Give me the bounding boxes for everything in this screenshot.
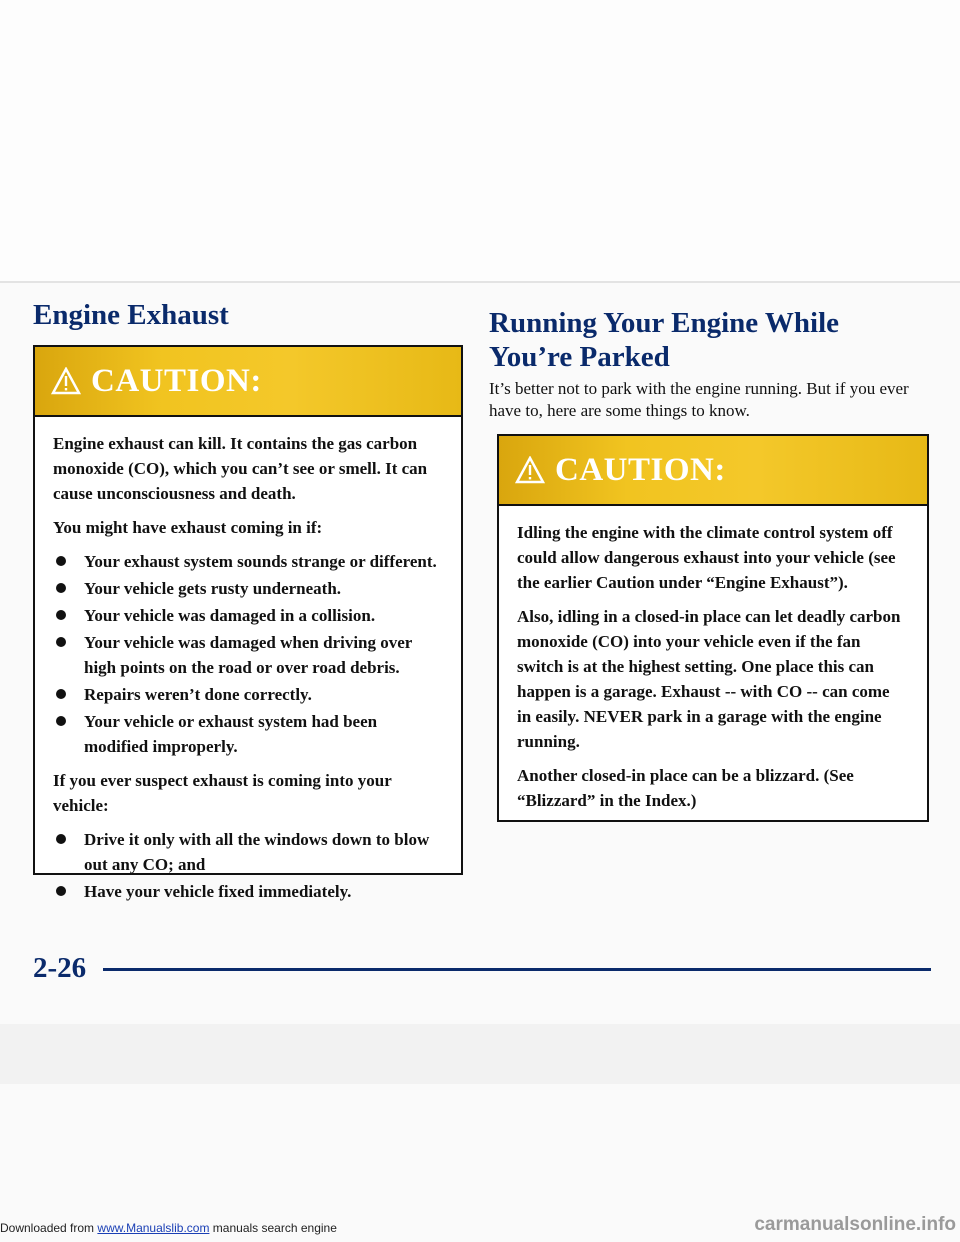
engine-exhaust-section [33,298,463,901]
caution-paragraph: Engine exhaust can kill. It contains the gas carbon monoxide (CO), which you can’t see or smell. It can cause unconsciousness and death. [53,434,428,503]
watermark-suffix: manuals search engine [212,1221,337,1235]
download-watermark [0,1221,337,1235]
list-item: Have your vehicle fixed immediately. [53,879,441,904]
list-item: Your exhaust system sounds strange or different. [53,549,441,574]
caution-box-engine-exhaust [33,345,463,901]
caution-paragraph: Also, idling in a closed-in place can let deadly carbon monoxide (CO) into your vehicle even if the fan switch is at the highest setting. One place this can happen is a garage. Exhaust -- with CO -- can come in easily. NEVER park in a garage with the engine running. [517,607,901,751]
watermark-prefix: Downloaded from [0,1221,95,1235]
heading-line: Running Your Engine While [489,307,840,339]
list-item: Your vehicle was damaged when driving over high points on the road or over road debris. [53,630,441,680]
caution-header [499,436,927,506]
heading-line: You’re Parked [489,341,670,373]
caution-paragraph: If you ever suspect exhaust is coming into your vehicle: [53,771,392,815]
caution-body [499,506,927,834]
site-watermark: carmanualsonline.info [754,1214,956,1235]
list-item: Drive it only with all the windows down to blow out any CO; and [53,827,441,877]
exhaust-signs-list [53,549,441,759]
caution-box-running-engine [497,434,929,822]
list-item: Repairs weren’t done correctly. [53,682,441,707]
caution-label: CAUTION: [555,451,726,488]
bottom-margin [0,1024,960,1084]
running-engine-parked-section [489,306,934,810]
caution-label: CAUTION: [91,362,262,399]
caution-paragraph: Another closed-in place can be a blizzard. (See “Blizzard” in the Index.) [517,766,854,810]
list-item: Your vehicle or exhaust system had been modified improperly. [53,709,441,759]
caution-body [35,417,461,925]
caution-paragraph: You might have exhaust coming in if: [53,518,323,537]
page-top-edge [0,281,960,283]
exhaust-actions-list [53,827,441,904]
warning-triangle-icon [51,367,81,395]
page-number: 2-26 [33,952,87,984]
intro-paragraph: It’s better not to park with the engine running. But if you ever have to, here are some things to know. [489,379,909,420]
list-item: Your vehicle was damaged in a collision. [53,603,441,628]
section-heading-running-engine [489,306,934,374]
list-item: Your vehicle gets rusty underneath. [53,576,441,601]
manualslib-link[interactable]: www.Manualslib.com [97,1221,210,1235]
footer-rule [103,968,931,971]
section-heading-engine-exhaust: Engine Exhaust [33,299,229,331]
top-margin [0,0,960,282]
warning-triangle-icon [515,456,545,484]
caution-paragraph: Idling the engine with the climate control system off could allow dangerous exhaust into your vehicle (see the earlier Caution under “Engine Exhaust”). [517,523,896,592]
caution-header [35,347,461,417]
